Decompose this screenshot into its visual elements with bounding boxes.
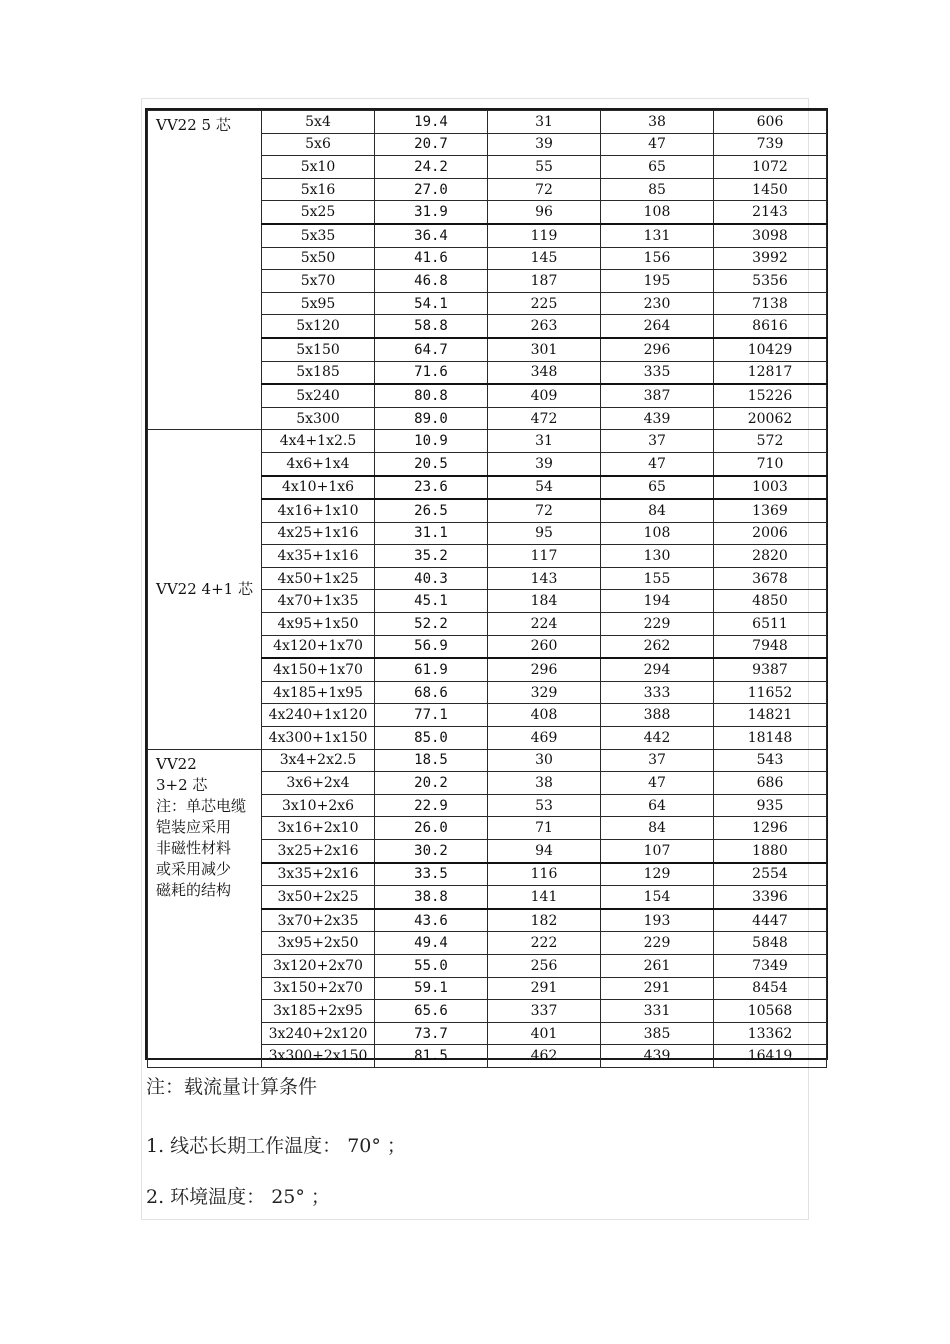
outer-diameter-cell: 26.0	[375, 817, 488, 840]
current-air-cell: 472	[488, 407, 601, 430]
outer-diameter-cell: 65.6	[375, 1000, 488, 1023]
current-ground-cell: 229	[601, 932, 714, 955]
outer-diameter-cell: 73.7	[375, 1022, 488, 1045]
outer-diameter-cell: 22.9	[375, 794, 488, 817]
weight-cell: 4850	[714, 590, 827, 613]
spec-cell: 3x300+2x150	[262, 1045, 375, 1068]
current-ground-cell: 442	[601, 727, 714, 750]
spec-cell: 4x4+1x2.5	[262, 430, 375, 453]
current-air-cell: 408	[488, 704, 601, 727]
current-ground-cell: 108	[601, 522, 714, 545]
group-label-line: 磁耗的结构	[156, 880, 232, 899]
current-air-cell: 462	[488, 1045, 601, 1068]
current-air-cell: 296	[488, 658, 601, 681]
spec-cell: 5x70	[262, 270, 375, 293]
current-air-cell: 30	[488, 749, 601, 772]
current-air-cell: 187	[488, 270, 601, 293]
current-ground-cell: 264	[601, 315, 714, 338]
current-ground-cell: 439	[601, 1045, 714, 1068]
spec-cell: 5x35	[262, 224, 375, 247]
current-air-cell: 222	[488, 932, 601, 955]
group-label-line: 注：单芯电缆	[156, 796, 247, 815]
spec-cell: 5x16	[262, 178, 375, 201]
weight-cell: 8454	[714, 977, 827, 1000]
outer-diameter-cell: 80.8	[375, 384, 488, 407]
current-air-cell: 72	[488, 499, 601, 522]
outer-diameter-cell: 27.0	[375, 178, 488, 201]
spec-cell: 3x16+2x10	[262, 817, 375, 840]
current-ground-cell: 195	[601, 270, 714, 293]
outer-diameter-cell: 58.8	[375, 315, 488, 338]
weight-cell: 7349	[714, 954, 827, 977]
weight-cell: 8616	[714, 315, 827, 338]
outer-diameter-cell: 30.2	[375, 840, 488, 863]
current-ground-cell: 65	[601, 476, 714, 500]
spec-cell: 5x95	[262, 292, 375, 315]
spec-cell: 3x50+2x25	[262, 886, 375, 909]
spec-cell: 5x120	[262, 315, 375, 338]
current-ground-cell: 387	[601, 384, 714, 407]
current-air-cell: 301	[488, 338, 601, 361]
outer-diameter-cell: 64.7	[375, 338, 488, 361]
current-ground-cell: 47	[601, 133, 714, 156]
spec-cell: 4x150+1x70	[262, 658, 375, 681]
spec-cell: 4x16+1x10	[262, 499, 375, 522]
weight-cell: 18148	[714, 727, 827, 750]
cable-spec-table	[145, 108, 828, 1065]
spec-cell: 5x300	[262, 407, 375, 430]
current-air-cell: 94	[488, 840, 601, 863]
current-air-cell: 409	[488, 384, 601, 407]
spec-cell: 5x150	[262, 338, 375, 361]
spec-cell: 3x150+2x70	[262, 977, 375, 1000]
current-ground-cell: 65	[601, 156, 714, 179]
current-air-cell: 39	[488, 452, 601, 475]
current-ground-cell: 37	[601, 430, 714, 453]
group-label-line: VV22 4+1 芯	[156, 579, 253, 598]
outer-diameter-cell: 89.0	[375, 407, 488, 430]
outer-diameter-cell: 35.2	[375, 545, 488, 568]
weight-cell: 1369	[714, 499, 827, 522]
current-air-cell: 54	[488, 476, 601, 500]
current-air-cell: 263	[488, 315, 601, 338]
current-ground-cell: 64	[601, 794, 714, 817]
current-air-cell: 182	[488, 909, 601, 932]
spec-cell: 3x185+2x95	[262, 1000, 375, 1023]
spec-cell: 3x4+2x2.5	[262, 749, 375, 772]
table-row	[148, 111, 827, 134]
group-label-line: 非磁性材料	[156, 838, 232, 857]
spec-cell: 4x10+1x6	[262, 476, 375, 500]
spec-cell: 5x25	[262, 201, 375, 224]
outer-diameter-cell: 46.8	[375, 270, 488, 293]
table-row	[148, 749, 827, 772]
spec-cell: 4x70+1x35	[262, 590, 375, 613]
current-ground-cell: 108	[601, 201, 714, 224]
weight-cell: 2143	[714, 201, 827, 224]
weight-cell: 10568	[714, 1000, 827, 1023]
weight-cell: 5356	[714, 270, 827, 293]
spec-cell: 4x240+1x120	[262, 704, 375, 727]
outer-diameter-cell: 18.5	[375, 749, 488, 772]
weight-cell: 3098	[714, 224, 827, 247]
group-label-cell	[148, 430, 262, 749]
current-air-cell: 55	[488, 156, 601, 179]
group-label-cell	[148, 749, 262, 1067]
weight-cell: 20062	[714, 407, 827, 430]
note-ambient-temperature: 2. 环境温度： 25° ；	[146, 1186, 330, 1208]
current-air-cell: 224	[488, 613, 601, 636]
current-air-cell: 119	[488, 224, 601, 247]
weight-cell: 10429	[714, 338, 827, 361]
current-ground-cell: 47	[601, 772, 714, 795]
current-air-cell: 39	[488, 133, 601, 156]
outer-diameter-cell: 55.0	[375, 954, 488, 977]
weight-cell: 3992	[714, 247, 827, 270]
outer-diameter-cell: 54.1	[375, 292, 488, 315]
weight-cell: 2006	[714, 522, 827, 545]
weight-cell: 15226	[714, 384, 827, 407]
outer-diameter-cell: 71.6	[375, 361, 488, 384]
outer-diameter-cell: 45.1	[375, 590, 488, 613]
weight-cell: 14821	[714, 704, 827, 727]
spec-cell: 5x4	[262, 111, 375, 134]
current-ground-cell: 262	[601, 635, 714, 658]
weight-cell: 710	[714, 452, 827, 475]
current-air-cell: 469	[488, 727, 601, 750]
weight-cell: 1003	[714, 476, 827, 500]
current-air-cell: 329	[488, 681, 601, 704]
weight-cell: 686	[714, 772, 827, 795]
weight-cell: 2820	[714, 545, 827, 568]
spec-cell: 3x120+2x70	[262, 954, 375, 977]
current-ground-cell: 388	[601, 704, 714, 727]
current-air-cell: 143	[488, 567, 601, 590]
outer-diameter-cell: 68.6	[375, 681, 488, 704]
current-air-cell: 31	[488, 111, 601, 134]
table-row	[148, 430, 827, 453]
outer-diameter-cell: 52.2	[375, 613, 488, 636]
spec-cell: 4x6+1x4	[262, 452, 375, 475]
current-ground-cell: 294	[601, 658, 714, 681]
current-ground-cell: 194	[601, 590, 714, 613]
current-ground-cell: 385	[601, 1022, 714, 1045]
outer-diameter-cell: 41.6	[375, 247, 488, 270]
weight-cell: 1072	[714, 156, 827, 179]
spec-cell: 5x185	[262, 361, 375, 384]
weight-cell: 3678	[714, 567, 827, 590]
current-air-cell: 31	[488, 430, 601, 453]
current-ground-cell: 47	[601, 452, 714, 475]
spec-cell: 4x50+1x25	[262, 567, 375, 590]
current-ground-cell: 230	[601, 292, 714, 315]
current-air-cell: 260	[488, 635, 601, 658]
spec-cell: 3x35+2x16	[262, 863, 375, 886]
spec-cell: 3x95+2x50	[262, 932, 375, 955]
current-air-cell: 72	[488, 178, 601, 201]
outer-diameter-cell: 26.5	[375, 499, 488, 522]
outer-diameter-cell: 38.8	[375, 886, 488, 909]
note-heading: 注：载流量计算条件	[146, 1076, 318, 1098]
outer-diameter-cell: 23.6	[375, 476, 488, 500]
current-air-cell: 96	[488, 201, 601, 224]
spec-cell: 5x240	[262, 384, 375, 407]
outer-diameter-cell: 49.4	[375, 932, 488, 955]
spec-cell: 5x50	[262, 247, 375, 270]
weight-cell: 13362	[714, 1022, 827, 1045]
weight-cell: 2554	[714, 863, 827, 886]
current-air-cell: 71	[488, 817, 601, 840]
group-label-line: VV22 5 芯	[156, 116, 231, 134]
outer-diameter-cell: 59.1	[375, 977, 488, 1000]
group-label-line: 铠装应采用	[156, 817, 232, 836]
current-ground-cell: 331	[601, 1000, 714, 1023]
current-ground-cell: 193	[601, 909, 714, 932]
weight-cell: 12817	[714, 361, 827, 384]
current-air-cell: 348	[488, 361, 601, 384]
spec-cell: 5x6	[262, 133, 375, 156]
current-ground-cell: 129	[601, 863, 714, 886]
outer-diameter-cell: 81.5	[375, 1045, 488, 1068]
outer-diameter-cell: 10.9	[375, 430, 488, 453]
current-ground-cell: 38	[601, 111, 714, 134]
weight-cell: 5848	[714, 932, 827, 955]
current-ground-cell: 296	[601, 338, 714, 361]
current-ground-cell: 291	[601, 977, 714, 1000]
outer-diameter-cell: 56.9	[375, 635, 488, 658]
weight-cell: 6511	[714, 613, 827, 636]
weight-cell: 7138	[714, 292, 827, 315]
weight-cell: 1296	[714, 817, 827, 840]
group-label-line: 3+2 芯	[156, 775, 208, 794]
spec-cell: 3x70+2x35	[262, 909, 375, 932]
group-label-line: VV22	[156, 754, 197, 773]
weight-cell: 11652	[714, 681, 827, 704]
current-air-cell: 38	[488, 772, 601, 795]
spec-cell: 4x35+1x16	[262, 545, 375, 568]
note-conductor-temperature: 1. 线芯长期工作温度： 70° ；	[146, 1135, 406, 1157]
outer-diameter-cell: 61.9	[375, 658, 488, 681]
weight-cell: 3396	[714, 886, 827, 909]
outer-diameter-cell: 36.4	[375, 224, 488, 247]
current-air-cell: 337	[488, 1000, 601, 1023]
spec-cell: 4x25+1x16	[262, 522, 375, 545]
current-ground-cell: 154	[601, 886, 714, 909]
current-ground-cell: 131	[601, 224, 714, 247]
current-air-cell: 116	[488, 863, 601, 886]
weight-cell: 7948	[714, 635, 827, 658]
outer-diameter-cell: 31.9	[375, 201, 488, 224]
current-ground-cell: 229	[601, 613, 714, 636]
outer-diameter-cell: 19.4	[375, 111, 488, 134]
current-air-cell: 184	[488, 590, 601, 613]
current-air-cell: 256	[488, 954, 601, 977]
current-ground-cell: 107	[601, 840, 714, 863]
spec-cell: 3x25+2x16	[262, 840, 375, 863]
spec-cell: 3x240+2x120	[262, 1022, 375, 1045]
outer-diameter-cell: 20.2	[375, 772, 488, 795]
weight-cell: 1450	[714, 178, 827, 201]
current-air-cell: 291	[488, 977, 601, 1000]
outer-diameter-cell: 33.5	[375, 863, 488, 886]
current-air-cell: 53	[488, 794, 601, 817]
current-ground-cell: 85	[601, 178, 714, 201]
current-ground-cell: 37	[601, 749, 714, 772]
group-label-line: 或采用减少	[156, 859, 232, 878]
spec-cell: 4x185+1x95	[262, 681, 375, 704]
current-ground-cell: 156	[601, 247, 714, 270]
weight-cell: 935	[714, 794, 827, 817]
weight-cell: 606	[714, 111, 827, 134]
spec-table-grid	[147, 110, 827, 1068]
outer-diameter-cell: 31.1	[375, 522, 488, 545]
current-ground-cell: 439	[601, 407, 714, 430]
spec-cell: 4x300+1x150	[262, 727, 375, 750]
current-air-cell: 401	[488, 1022, 601, 1045]
outer-diameter-cell: 24.2	[375, 156, 488, 179]
weight-cell: 543	[714, 749, 827, 772]
current-ground-cell: 84	[601, 499, 714, 522]
weight-cell: 572	[714, 430, 827, 453]
current-air-cell: 141	[488, 886, 601, 909]
current-air-cell: 145	[488, 247, 601, 270]
spec-cell: 5x10	[262, 156, 375, 179]
current-ground-cell: 155	[601, 567, 714, 590]
spec-cell: 4x120+1x70	[262, 635, 375, 658]
outer-diameter-cell: 20.7	[375, 133, 488, 156]
group-label-cell	[148, 111, 262, 430]
spec-cell: 4x95+1x50	[262, 613, 375, 636]
outer-diameter-cell: 77.1	[375, 704, 488, 727]
weight-cell: 9387	[714, 658, 827, 681]
current-ground-cell: 333	[601, 681, 714, 704]
spec-cell: 3x6+2x4	[262, 772, 375, 795]
outer-diameter-cell: 85.0	[375, 727, 488, 750]
weight-cell: 16419	[714, 1045, 827, 1068]
outer-diameter-cell: 43.6	[375, 909, 488, 932]
outer-diameter-cell: 20.5	[375, 452, 488, 475]
current-ground-cell: 130	[601, 545, 714, 568]
current-air-cell: 117	[488, 545, 601, 568]
current-air-cell: 95	[488, 522, 601, 545]
current-ground-cell: 261	[601, 954, 714, 977]
spec-cell: 3x10+2x6	[262, 794, 375, 817]
weight-cell: 739	[714, 133, 827, 156]
weight-cell: 1880	[714, 840, 827, 863]
current-ground-cell: 335	[601, 361, 714, 384]
current-ground-cell: 84	[601, 817, 714, 840]
current-air-cell: 225	[488, 292, 601, 315]
weight-cell: 4447	[714, 909, 827, 932]
outer-diameter-cell: 40.3	[375, 567, 488, 590]
